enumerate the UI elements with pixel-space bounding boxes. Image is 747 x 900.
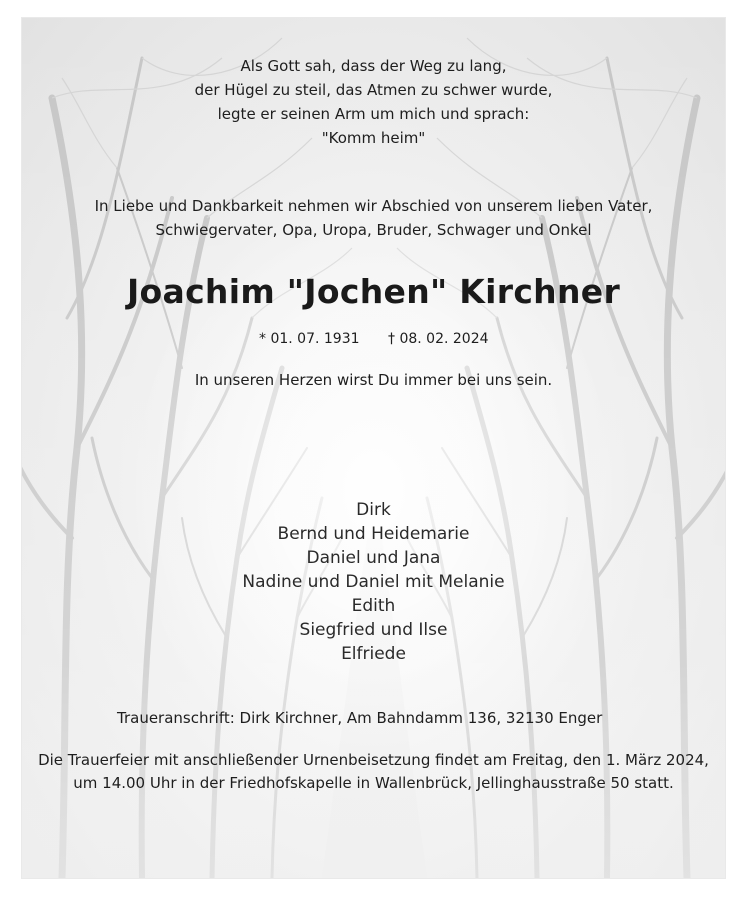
notice-content xyxy=(22,18,725,878)
intro-line: In Liebe und Dankbarkeit nehmen wir Abschied von unserem lieben Vater, xyxy=(94,197,653,215)
intro-line: Schwiegervater, Opa, Uropa, Bruder, Schwager und Onkel xyxy=(155,221,592,239)
death-date: † 08. 02. 2024 xyxy=(388,331,489,347)
ceremony-line: Die Trauerfeier mit anschließender Urnenbeisetzung findet am Freitag, den 1. März 2024, xyxy=(38,751,709,769)
mourning-address: Traueranschrift: Dirk Kirchner, Am Bahndamm 136, 32130 Enger xyxy=(117,709,603,727)
poem-line: Als Gott sah, dass der Weg zu lang, xyxy=(240,57,507,75)
poem-line: "Komm heim" xyxy=(321,129,426,147)
ceremony-line: um 14.00 Uhr in der Friedhofskapelle in Wallenbrück, Jellinghausstraße 50 statt. xyxy=(73,774,674,792)
family-member: Elfriede xyxy=(341,644,406,664)
deceased-name: Joachim "Jochen" Kirchner xyxy=(126,272,621,311)
family-member: Nadine und Daniel mit Melanie xyxy=(242,572,505,592)
birth-date: * 01. 07. 1931 xyxy=(259,331,360,347)
obituary-notice xyxy=(22,18,725,878)
family-member: Siegfried und Ilse xyxy=(299,620,448,640)
poem-line: der Hügel zu steil, das Atmen zu schwer wurde, xyxy=(194,81,553,99)
family-member: Daniel und Jana xyxy=(306,548,441,568)
family-member: Edith xyxy=(351,596,396,616)
memorial-line: In unseren Herzen wirst Du immer bei uns sein. xyxy=(194,371,553,389)
family-member: Dirk xyxy=(356,500,391,520)
poem-line: legte er seinen Arm um mich und sprach: xyxy=(217,105,530,123)
family-member: Bernd und Heidemarie xyxy=(277,524,470,544)
